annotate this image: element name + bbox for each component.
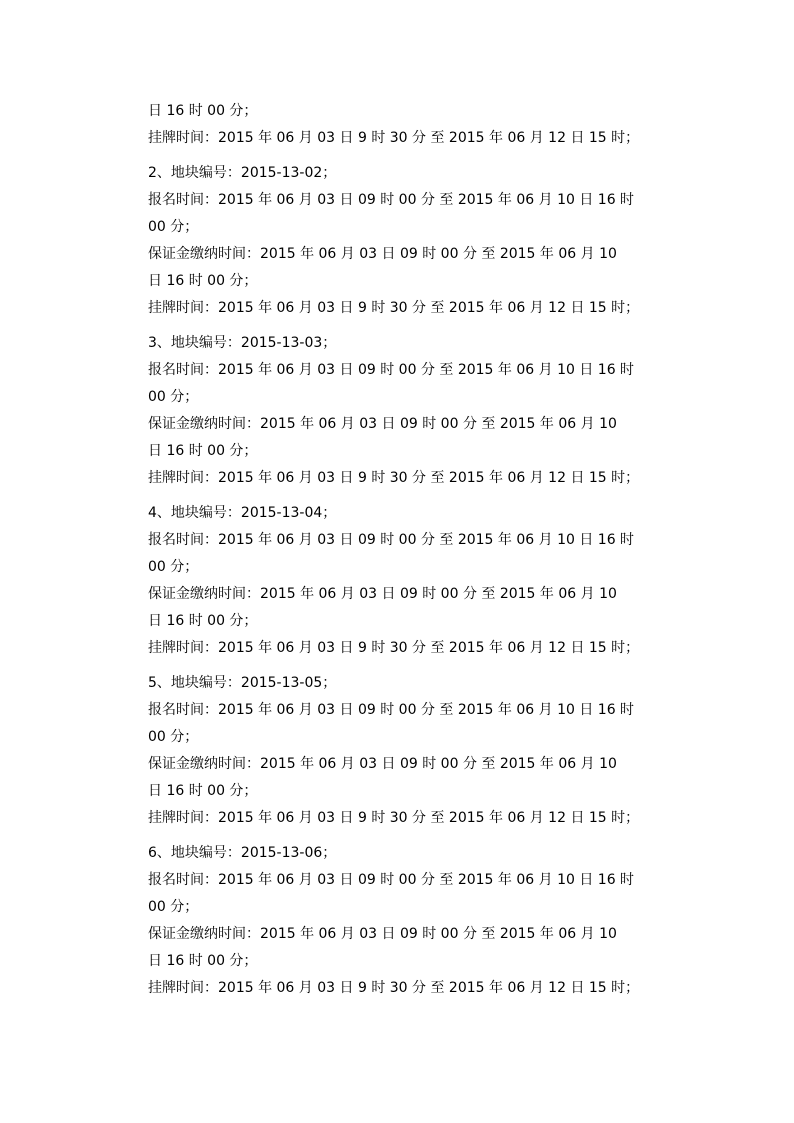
- registration-time-line-cont: 00 分；: [148, 389, 199, 405]
- document-page: [148, 98, 650, 1002]
- listing-time-line: 挂牌时间：2015 年 06 月 03 日 9 时 30 分 至 2015 年 06 月 12 日 15 时；: [148, 640, 640, 656]
- registration-time-line: 报名时间：2015 年 06 月 03 日 09 时 00 分 至 2015 年 06 月 10 日 16 时: [148, 532, 635, 548]
- registration-time-line: 报名时间：2015 年 06 月 03 日 09 时 00 分 至 2015 年 06 月 10 日 16 时: [148, 702, 635, 718]
- deposit-time-line-cont: 日 16 时 00 分；: [148, 613, 258, 629]
- listing-time-line: 挂牌时间：2015 年 06 月 03 日 9 时 30 分 至 2015 年 06 月 12 日 15 时；: [148, 300, 640, 316]
- registration-time-line-cont: 00 分；: [148, 729, 199, 745]
- deposit-time-line: 保证金缴纳时间：2015 年 06 月 03 日 09 时 00 分 至 2015 年 06 月 10: [148, 246, 617, 262]
- registration-time-line-cont: 00 分；: [148, 559, 199, 575]
- listing-time-line: 挂牌时间：2015 年 06 月 03 日 9 时 30 分 至 2015 年 06 月 12 日 15 时；: [148, 130, 640, 146]
- registration-time-line: 报名时间：2015 年 06 月 03 日 09 时 00 分 至 2015 年 06 月 10 日 16 时: [148, 362, 635, 378]
- listing-time-line: 挂牌时间：2015 年 06 月 03 日 9 时 30 分 至 2015 年 06 月 12 日 15 时；: [148, 980, 640, 996]
- listing-time-line: 挂牌时间：2015 年 06 月 03 日 9 时 30 分 至 2015 年 06 月 12 日 15 时；: [148, 810, 640, 826]
- deposit-time-line: 保证金缴纳时间：2015 年 06 月 03 日 09 时 00 分 至 2015 年 06 月 10: [148, 926, 617, 942]
- deposit-time-line-cont: 日 16 时 00 分；: [148, 953, 258, 969]
- parcel-section: [148, 160, 650, 322]
- parcel-heading: 5、地块编号：2015-13-05；: [148, 675, 337, 691]
- deposit-time-line-cont: 日 16 时 00 分；: [148, 783, 258, 799]
- parcel-section: [148, 840, 650, 1002]
- registration-time-line: 报名时间：2015 年 06 月 03 日 09 时 00 分 至 2015 年 06 月 10 日 16 时: [148, 192, 635, 208]
- parcel-section: [148, 500, 650, 662]
- parcel-section: [148, 330, 650, 492]
- parcel-section: [148, 670, 650, 832]
- continued-text-line: 日 16 时 00 分；: [148, 103, 258, 119]
- registration-time-line-cont: 00 分；: [148, 219, 199, 235]
- parcel-heading: 4、地块编号：2015-13-04；: [148, 505, 337, 521]
- registration-time-line-cont: 00 分；: [148, 899, 199, 915]
- parcel-heading: 2、地块编号：2015-13-02；: [148, 165, 337, 181]
- deposit-time-line: 保证金缴纳时间：2015 年 06 月 03 日 09 时 00 分 至 2015 年 06 月 10: [148, 756, 617, 772]
- parcel-heading: 6、地块编号：2015-13-06；: [148, 845, 337, 861]
- deposit-time-line: 保证金缴纳时间：2015 年 06 月 03 日 09 时 00 分 至 2015 年 06 月 10: [148, 586, 617, 602]
- parcel-heading: 3、地块编号：2015-13-03；: [148, 335, 337, 351]
- registration-time-line: 报名时间：2015 年 06 月 03 日 09 时 00 分 至 2015 年 06 月 10 日 16 时: [148, 872, 635, 888]
- listing-time-line: 挂牌时间：2015 年 06 月 03 日 9 时 30 分 至 2015 年 06 月 12 日 15 时；: [148, 470, 640, 486]
- deposit-time-line-cont: 日 16 时 00 分；: [148, 443, 258, 459]
- deposit-time-line-cont: 日 16 时 00 分；: [148, 273, 258, 289]
- deposit-time-line: 保证金缴纳时间：2015 年 06 月 03 日 09 时 00 分 至 2015 年 06 月 10: [148, 416, 617, 432]
